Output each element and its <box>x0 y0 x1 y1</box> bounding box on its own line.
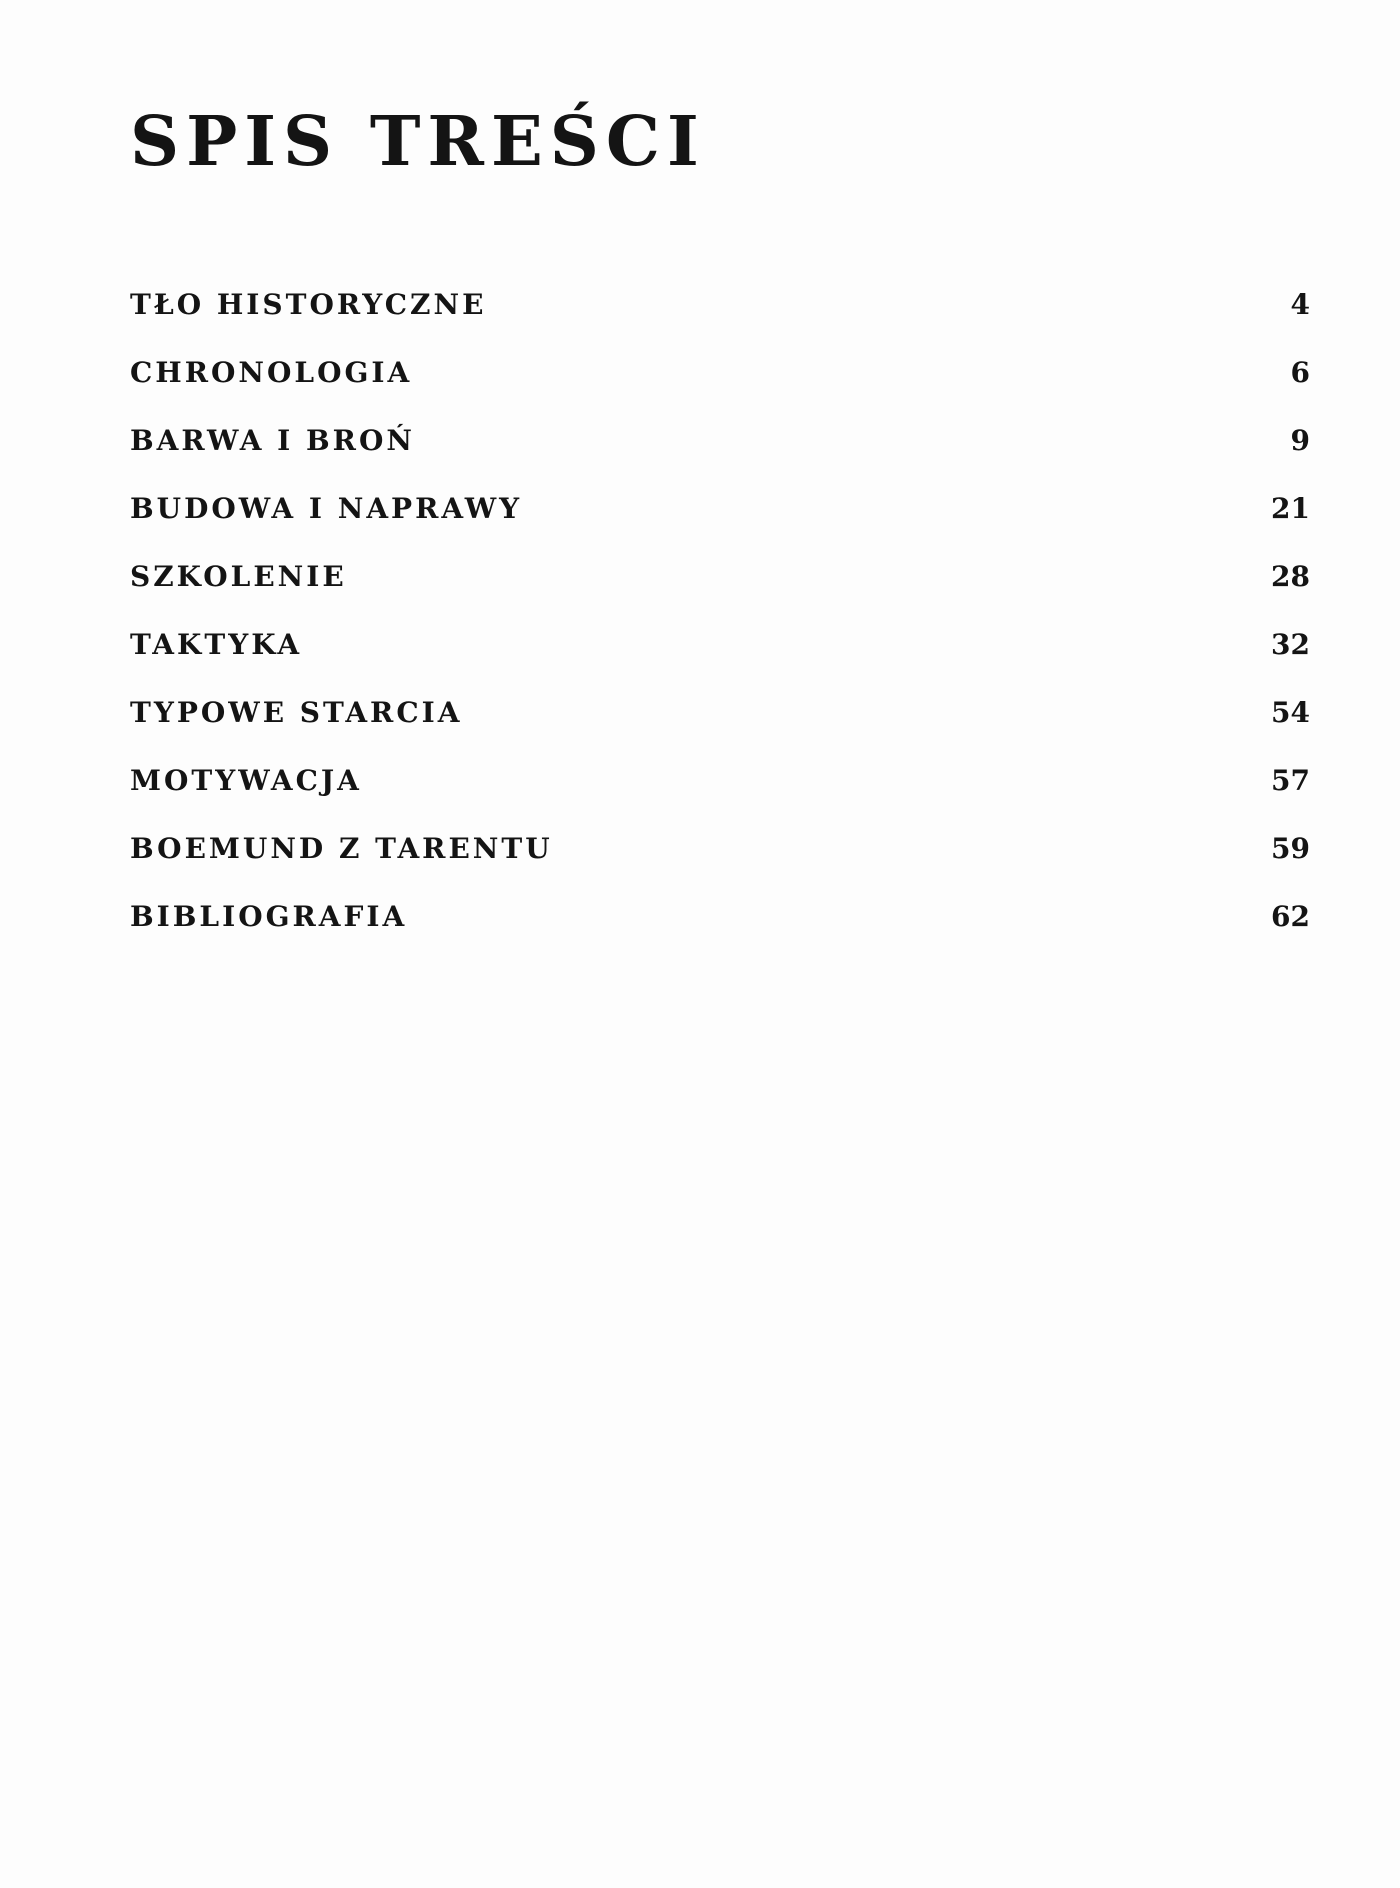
toc-entry-title: TYPOWE STARCIA <box>130 695 463 729</box>
toc-entry-motivation[interactable] <box>130 746 1310 814</box>
toc-entry-bibliography[interactable] <box>130 882 1310 950</box>
toc-entry-page-number: 6 <box>1290 355 1310 389</box>
toc-entry-training[interactable] <box>130 542 1310 610</box>
toc-entry-page-number: 57 <box>1271 763 1310 797</box>
toc-entry-page-number: 62 <box>1271 899 1310 933</box>
toc-entry-tactics[interactable] <box>130 610 1310 678</box>
toc-entry-title: CHRONOLOGIA <box>130 355 413 389</box>
toc-entry-chronology[interactable] <box>130 338 1310 406</box>
toc-entry-title: TAKTYKA <box>130 627 303 661</box>
toc-entry-title: SZKOLENIE <box>130 559 347 593</box>
toc-entry-title: BARWA I BROŃ <box>130 423 415 457</box>
toc-entry-title: BOEMUND Z TARENTU <box>130 831 553 865</box>
toc-entry-title: MOTYWACJA <box>130 763 362 797</box>
toc-entry-construction-and-repairs[interactable] <box>130 474 1310 542</box>
toc-entry-page-number: 9 <box>1290 423 1310 457</box>
toc-entry-title: TŁO HISTORYCZNE <box>130 287 487 321</box>
toc-entry-title: BIBLIOGRAFIA <box>130 899 408 933</box>
toc-entry-title: BUDOWA I NAPRAWY <box>130 491 523 525</box>
toc-entry-bohemond-of-taranto[interactable] <box>130 814 1310 882</box>
toc-entry-page-number: 28 <box>1271 559 1310 593</box>
toc-entry-historical-background[interactable] <box>130 270 1310 338</box>
toc-entry-page-number: 54 <box>1271 695 1310 729</box>
toc-entry-colours-and-weapons[interactable] <box>130 406 1310 474</box>
toc-entry-page-number: 59 <box>1271 831 1310 865</box>
toc-entry-page-number: 21 <box>1271 491 1310 525</box>
toc-entry-page-number: 32 <box>1271 627 1310 661</box>
page-title: SPIS TREŚCI <box>130 102 706 182</box>
toc-entry-typical-battles[interactable] <box>130 678 1310 746</box>
table-of-contents <box>130 270 1310 950</box>
toc-entry-page-number: 4 <box>1290 287 1310 321</box>
